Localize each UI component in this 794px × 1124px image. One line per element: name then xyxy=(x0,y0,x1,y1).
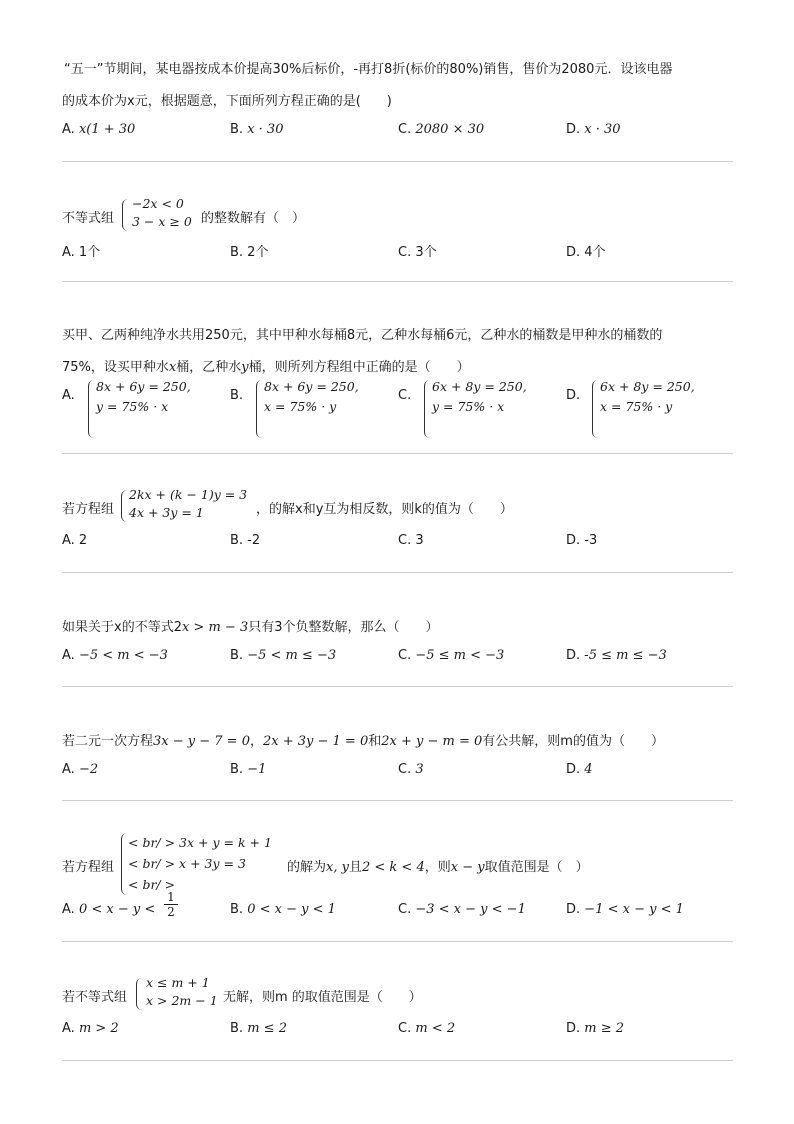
divider xyxy=(62,686,733,687)
q7-option-a[interactable]: A. 0 < x − y < xyxy=(62,902,156,917)
q8-prefix: 若不等式组 xyxy=(62,990,128,1005)
divider xyxy=(62,941,733,942)
q7-system: < br/ > 3x + y = k + 1 < br/ > x + 3y = 3 < br/ > xyxy=(128,835,272,892)
q4-brace xyxy=(121,490,128,522)
q5-option-d[interactable]: D. -5 ≤ m ≤ −3 xyxy=(566,648,667,663)
q4-option-b[interactable]: B. -2 xyxy=(230,533,261,548)
q2-prefix: 不等式组 xyxy=(62,211,115,226)
q5-stem: 如果关于x的不等式2x > m − 3只有3个负整数解，那么（ ） xyxy=(62,620,439,635)
q3-option-a-system[interactable]: 8x + 6y = 250, y = 75% · x xyxy=(96,379,191,414)
divider xyxy=(62,572,733,573)
q2-option-c[interactable]: C. 3个 xyxy=(398,245,437,260)
q3-option-a-label[interactable]: A. xyxy=(62,388,75,403)
q2-option-a[interactable]: A. 1个 xyxy=(62,245,101,260)
q8-brace xyxy=(136,978,143,1010)
q1-option-d[interactable]: D. x · 30 xyxy=(566,122,621,137)
q3-stem-line1: 买甲、乙两种纯净水共用250元，其中甲种水每桶8元，乙种水每桶6元，乙种水的桶数是甲种水的桶数的 xyxy=(62,328,663,343)
q3-brace-b xyxy=(256,380,263,438)
q3-option-b-system[interactable]: 8x + 6y = 250, x = 75% · y xyxy=(264,379,359,414)
q3-option-d-system[interactable]: 6x + 8y = 250, x = 75% · y xyxy=(600,379,695,414)
q3-option-c-system[interactable]: 6x + 8y = 250, y = 75% · x xyxy=(432,379,527,414)
q5-option-c[interactable]: C. −5 ≤ m < −3 xyxy=(398,648,505,663)
q6-option-a[interactable]: A. −2 xyxy=(62,762,99,777)
q4-suffix: ，的解x和y互为相反数，则k的值为（ ） xyxy=(256,502,513,517)
q2-brace xyxy=(122,199,129,231)
q4-system: 2kx + (k − 1)y = 3 4x + 3y = 1 xyxy=(129,487,248,520)
q1-option-b[interactable]: B. x · 30 xyxy=(230,122,284,137)
q4-option-c[interactable]: C. 3 xyxy=(398,533,424,548)
divider xyxy=(62,281,733,282)
q3-option-d-label[interactable]: D. xyxy=(566,388,581,403)
q8-option-c[interactable]: C. m < 2 xyxy=(398,1021,456,1036)
q2-option-d[interactable]: D. 4个 xyxy=(566,245,606,260)
q6-option-b[interactable]: B. −1 xyxy=(230,762,267,777)
q1-option-a[interactable]: A. x(1 + 30 xyxy=(62,122,136,137)
q6-stem: 若二元一次方程3x − y − 7 = 0，2x + 3y − 1 = 0和2x + y − m = 0有公共解，则m的值为（ ） xyxy=(62,734,664,749)
q3-brace-d xyxy=(592,380,599,438)
q8-option-a[interactable]: A. m > 2 xyxy=(62,1021,119,1036)
q8-option-b[interactable]: B. m ≤ 2 xyxy=(230,1021,287,1036)
q3-stem-line2: 75%，设买甲种水x桶，乙种水y桶，则所列方程组中正确的是（ ） xyxy=(62,360,470,375)
q3-option-c-label[interactable]: C. xyxy=(398,388,412,403)
q5-option-a[interactable]: A. −5 < m < −3 xyxy=(62,648,168,663)
divider xyxy=(62,1060,733,1061)
q7-brace xyxy=(121,833,128,895)
q8-system: x ≤ m + 1 x > 2m − 1 xyxy=(146,975,218,1008)
q4-option-a[interactable]: A. 2 xyxy=(62,533,88,548)
divider xyxy=(62,161,733,162)
q7-option-b[interactable]: B. 0 < x − y < 1 xyxy=(230,902,336,917)
q7-option-a-fraction: $\frac{1}{2}$ xyxy=(164,890,178,919)
q7-option-c[interactable]: C. −3 < x − y < −1 xyxy=(398,902,526,917)
q8-suffix: 无解，则m 的取值范围是（ ） xyxy=(223,990,422,1005)
q2-system: −2x < 0 3 − x ≥ 0 xyxy=(132,196,192,229)
q2-option-b[interactable]: B. 2个 xyxy=(230,245,269,260)
q5-option-b[interactable]: B. −5 < m ≤ −3 xyxy=(230,648,337,663)
q1-stem-line2: 的成本价为x元，根据题意，下面所列方程正确的是( ) xyxy=(62,94,392,109)
q3-option-b-label[interactable]: B. xyxy=(230,388,244,403)
divider xyxy=(62,800,733,801)
q1-option-c[interactable]: C. 2080 × 30 xyxy=(398,122,485,137)
q3-brace-a xyxy=(88,380,95,438)
q4-prefix: 若方程组 xyxy=(62,502,115,517)
q8-option-d[interactable]: D. m ≥ 2 xyxy=(566,1021,625,1036)
q6-option-d[interactable]: D. 4 xyxy=(566,762,593,777)
q3-brace-c xyxy=(424,380,431,438)
q2-suffix: 的整数解有（ ） xyxy=(201,211,306,226)
divider xyxy=(62,453,733,454)
q7-option-d[interactable]: D. −1 < x − y < 1 xyxy=(566,902,684,917)
q4-option-d[interactable]: D. -3 xyxy=(566,533,598,548)
q1-stem-line1: “五一”节期间，某电器按成本价提高30%后标价，-再打8折(标价的80%)销售，售价为2080元．设该电器 xyxy=(64,62,673,77)
q6-option-c[interactable]: C. 3 xyxy=(398,762,424,777)
q7-prefix: 若方程组 xyxy=(62,860,115,875)
q7-suffix: 的解为x, y且2 < k < 4，则x − y取值范围是（ ） xyxy=(287,860,589,875)
